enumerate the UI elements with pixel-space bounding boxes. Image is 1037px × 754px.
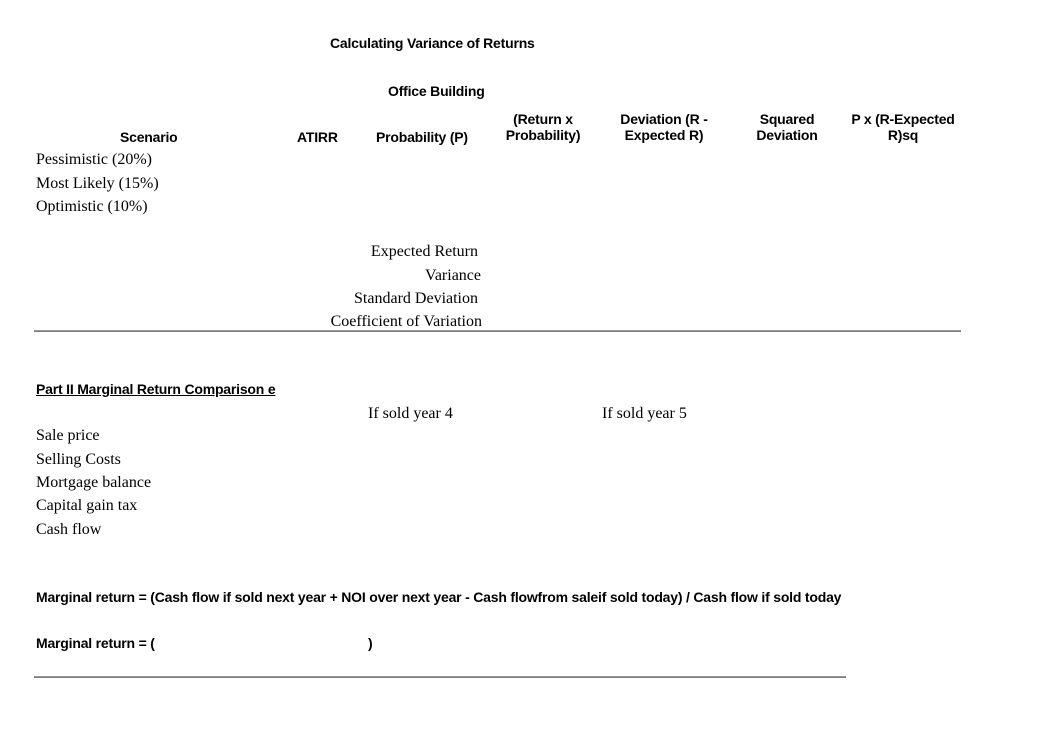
page-subtitle: Office Building: [388, 83, 485, 99]
header-deviation: [611, 111, 717, 143]
scenario-row-most-likely: Most Likely (15%): [36, 175, 159, 192]
header-atirr: ATIRR: [297, 129, 338, 145]
header-probability: Probability (P): [376, 129, 468, 145]
header-return-x-probability-line1: (Return x: [513, 111, 573, 127]
header-deviation-line1: Deviation (R -: [620, 111, 708, 127]
header-squared-deviation: [745, 111, 829, 143]
row-sale-price: Sale price: [36, 427, 100, 444]
section-divider-bottom: [34, 676, 846, 678]
row-capital-gain-tax: Capital gain tax: [36, 497, 138, 514]
header-p-x-squared: [840, 111, 966, 143]
header-deviation-line2: Expected R): [624, 127, 704, 144]
section-divider-top: [34, 330, 961, 332]
row-cash-flow: Cash flow: [36, 521, 102, 538]
header-px-line1: P x (R-Expected: [851, 111, 955, 127]
page-title: Calculating Variance of Returns: [330, 35, 535, 51]
header-return-x-probability-line2: Probability): [505, 127, 581, 144]
header-px-line2: R)sq: [887, 127, 919, 144]
row-selling-costs: Selling Costs: [36, 451, 121, 468]
header-return-x-probability: [498, 111, 588, 143]
column-if-sold-year-5: If sold year 5: [602, 405, 687, 422]
header-squared-line2: Deviation: [756, 127, 818, 144]
marginal-return-definition: Marginal return = (Cash flow if sold next year + NOI over next year - Cash flowfrom saleif sold today) / Cash flow if sold today: [36, 589, 842, 605]
label-standard-deviation: Standard Deviation: [354, 290, 478, 307]
header-scenario: Scenario: [120, 129, 178, 145]
part2-heading: Part II Marginal Return Comparison e: [36, 381, 276, 397]
label-expected-return: Expected Return: [370, 243, 478, 260]
header-squared-line1: Squared: [759, 111, 815, 127]
scenario-row-pessimistic: Pessimistic (20%): [36, 151, 152, 168]
row-mortgage-balance: Mortgage balance: [36, 474, 152, 491]
marginal-return-input-suffix: ): [368, 635, 373, 651]
label-coefficient-of-variation: Coefficient of Variation: [330, 313, 482, 330]
marginal-return-input-prefix: Marginal return = (: [36, 635, 155, 651]
column-if-sold-year-4: If sold year 4: [368, 405, 453, 422]
scenario-row-optimistic: Optimistic (10%): [36, 198, 148, 215]
label-variance: Variance: [425, 267, 481, 284]
